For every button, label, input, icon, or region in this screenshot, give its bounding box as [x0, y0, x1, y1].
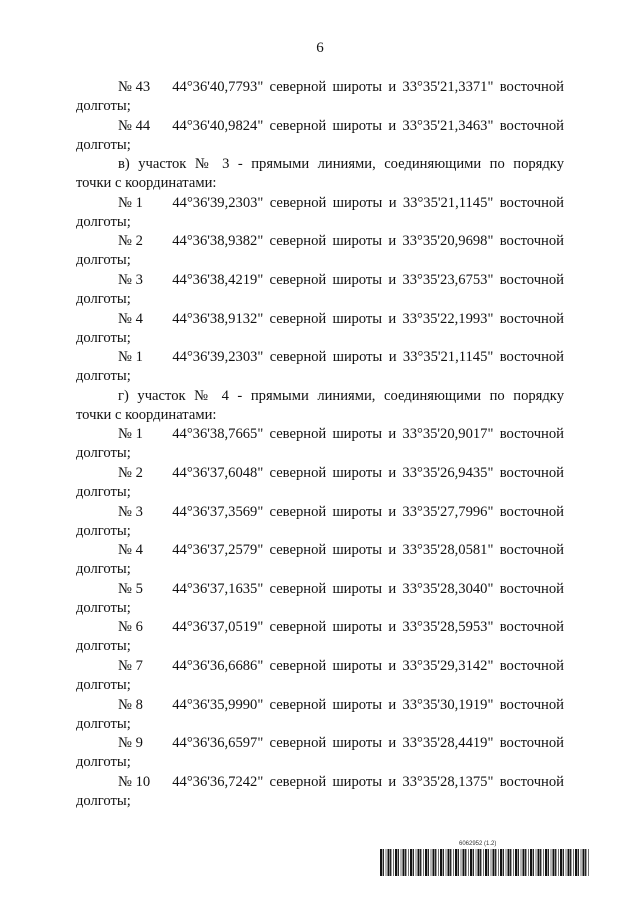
- barcode-bar: [588, 849, 589, 876]
- barcode-bar: [540, 849, 541, 876]
- barcode-bar: [563, 849, 564, 876]
- line-continuation: долготы;: [76, 638, 131, 655]
- latitude-value: 44°36'36,7242": [172, 773, 264, 790]
- coordinate-line: [76, 696, 564, 715]
- point-number: № 9: [118, 735, 143, 752]
- barcode-bar: [548, 849, 549, 876]
- latitude-value: 44°36'37,1635": [172, 580, 264, 597]
- conjunction: и: [388, 271, 397, 288]
- paragraph-first-line: в) участок № 3 - прямыми линиями, соединяющими по порядку: [118, 156, 564, 173]
- conjunction: и: [388, 735, 397, 752]
- point-number: № 4: [118, 310, 143, 327]
- barcode-bar: [560, 849, 562, 876]
- longitude-value: 33°35'28,3040": [402, 580, 494, 597]
- barcode-bar: [523, 849, 525, 876]
- barcode-bar: [525, 849, 526, 876]
- longitude-word: восточной: [499, 580, 564, 597]
- barcode-bar: [458, 849, 459, 876]
- coordinate-entry: [76, 503, 564, 542]
- longitude-word: восточной: [499, 233, 564, 250]
- conjunction: и: [388, 542, 397, 559]
- latitude-value: 44°36'37,3569": [172, 503, 264, 520]
- latitude-word-2: широты: [332, 271, 383, 288]
- point-number: № 2: [118, 464, 143, 481]
- latitude-word: северной: [269, 194, 327, 211]
- barcode-bar: [500, 849, 502, 876]
- latitude-value: 44°36'39,2303": [172, 349, 264, 366]
- barcode-bar: [545, 849, 547, 876]
- conjunction: и: [388, 426, 397, 443]
- coordinate-line: [76, 310, 564, 329]
- latitude-word: северной: [269, 233, 327, 250]
- document-code: 6062952 (1.2): [459, 841, 497, 847]
- coordinate-line: [76, 541, 564, 560]
- latitude-value: 44°36'37,6048": [172, 464, 264, 481]
- longitude-word: восточной: [499, 117, 564, 134]
- longitude-value: 33°35'21,1145": [402, 194, 494, 211]
- point-number: № 7: [118, 657, 143, 674]
- barcode-bar: [583, 849, 585, 876]
- longitude-word: восточной: [499, 735, 564, 752]
- latitude-word-2: широты: [332, 79, 383, 95]
- longitude-value: 33°35'20,9017": [402, 426, 494, 443]
- latitude-value: 44°36'38,4219": [172, 271, 264, 288]
- section-paragraph: [76, 155, 564, 194]
- coordinate-line: [76, 618, 564, 637]
- paragraph-second-line: точки с координатами:: [76, 175, 217, 192]
- barcode-bar: [416, 849, 417, 876]
- barcode-bar: [573, 849, 574, 876]
- longitude-value: 33°35'28,4419": [402, 735, 494, 752]
- conjunction: и: [388, 79, 397, 95]
- barcode-bar: [418, 849, 420, 876]
- longitude-word: восточной: [499, 619, 564, 636]
- coordinate-line: [76, 78, 564, 97]
- barcode-bar: [536, 849, 537, 876]
- longitude-value: 33°35'20,9698": [402, 233, 494, 250]
- longitude-value: 33°35'22,1993": [402, 310, 494, 327]
- barcode-bar: [403, 849, 405, 876]
- barcode-bar: [413, 849, 414, 876]
- barcode-bar: [575, 849, 577, 876]
- longitude-value: 33°35'21,3371": [402, 79, 494, 95]
- point-number: № 5: [118, 580, 143, 597]
- line-continuation: долготы;: [76, 136, 131, 153]
- barcode-bar: [483, 849, 484, 876]
- longitude-word: восточной: [499, 696, 564, 713]
- latitude-value: 44°36'35,9990": [172, 696, 264, 713]
- line-continuation: долготы;: [76, 329, 131, 346]
- latitude-value: 44°36'38,9132": [172, 310, 264, 327]
- coordinate-line: [76, 657, 564, 676]
- barcode-bar: [468, 849, 469, 876]
- longitude-value: 33°35'21,3463": [402, 117, 494, 134]
- longitude-value: 33°35'21,1145": [402, 349, 494, 366]
- latitude-word: северной: [269, 117, 327, 134]
- point-number: № 1: [118, 426, 143, 443]
- coordinate-entry: [76, 194, 564, 233]
- coordinate-line: [76, 117, 564, 136]
- barcode-bar: [383, 849, 384, 876]
- point-number: № 4: [118, 542, 143, 559]
- latitude-word-2: широты: [332, 735, 383, 752]
- barcode-bar: [393, 849, 394, 876]
- longitude-value: 33°35'23,6753": [402, 271, 494, 288]
- latitude-value: 44°36'39,2303": [172, 194, 264, 211]
- barcode-bar: [448, 849, 450, 876]
- coordinate-entry: [76, 425, 564, 464]
- barcode-bar: [488, 849, 489, 876]
- barcode-bar: [528, 849, 529, 876]
- barcode-bar: [461, 849, 462, 876]
- barcode-bar: [431, 849, 432, 876]
- barcode-bar: [493, 849, 495, 876]
- barcode-bar: [555, 849, 556, 876]
- barcode-bar: [518, 849, 519, 876]
- conjunction: и: [388, 349, 397, 366]
- longitude-value: 33°35'28,5953": [402, 619, 494, 636]
- latitude-word: северной: [269, 503, 327, 520]
- barcode-bar: [510, 849, 511, 876]
- point-number: № 1: [118, 194, 143, 211]
- barcode-bar: [553, 849, 555, 876]
- coordinate-entry: [76, 541, 564, 580]
- barcode-bar: [473, 849, 474, 876]
- barcode-bar: [455, 849, 457, 876]
- coordinate-entry: [76, 78, 564, 117]
- latitude-word-2: широты: [332, 349, 383, 366]
- coordinate-entry: [76, 117, 564, 156]
- longitude-word: восточной: [499, 426, 564, 443]
- line-continuation: долготы;: [76, 792, 131, 809]
- latitude-word: северной: [269, 735, 327, 752]
- latitude-word-2: широты: [332, 657, 383, 674]
- barcode-bar: [515, 849, 517, 876]
- coordinate-line: [76, 503, 564, 522]
- barcode: [380, 849, 590, 876]
- longitude-word: восточной: [499, 194, 564, 211]
- latitude-word-2: широты: [332, 773, 383, 790]
- latitude-value: 44°36'36,6686": [172, 657, 264, 674]
- line-continuation: долготы;: [76, 483, 131, 500]
- latitude-word: северной: [269, 773, 327, 790]
- barcode-bar: [425, 849, 427, 876]
- latitude-value: 44°36'38,7665": [172, 426, 264, 443]
- point-number: № 3: [118, 271, 143, 288]
- coordinate-line: [76, 348, 564, 367]
- conjunction: и: [388, 619, 397, 636]
- latitude-word-2: широты: [332, 464, 383, 481]
- latitude-value: 44°36'37,2579": [172, 542, 264, 559]
- coordinate-entry: [76, 310, 564, 349]
- coordinate-entry: [76, 580, 564, 619]
- barcode-bar: [465, 849, 466, 876]
- barcode-bar: [566, 849, 567, 876]
- latitude-word: северной: [269, 349, 327, 366]
- latitude-word: северной: [269, 426, 327, 443]
- latitude-value: 44°36'40,7793": [172, 79, 264, 95]
- barcode-bar: [446, 849, 447, 876]
- latitude-word: северной: [269, 619, 327, 636]
- coordinate-entry: [76, 464, 564, 503]
- latitude-word: северной: [269, 580, 327, 597]
- line-continuation: долготы;: [76, 252, 131, 269]
- barcode-bar: [508, 849, 510, 876]
- barcode-bar: [423, 849, 424, 876]
- latitude-word-2: широты: [332, 619, 383, 636]
- line-continuation: долготы;: [76, 290, 131, 307]
- barcode-bar: [401, 849, 402, 876]
- conjunction: и: [388, 117, 397, 134]
- latitude-word: северной: [269, 542, 327, 559]
- coordinate-line: [76, 734, 564, 753]
- latitude-value: 44°36'40,9824": [172, 117, 264, 134]
- conjunction: и: [388, 310, 397, 327]
- longitude-word: восточной: [499, 310, 564, 327]
- line-continuation: долготы;: [76, 599, 131, 616]
- barcode-bar: [428, 849, 429, 876]
- latitude-word: северной: [269, 310, 327, 327]
- barcode-bar: [491, 849, 492, 876]
- barcode-bar: [470, 849, 472, 876]
- barcode-bar: [438, 849, 439, 876]
- barcode-bar: [433, 849, 435, 876]
- point-number: № 8: [118, 696, 143, 713]
- coordinate-line: [76, 580, 564, 599]
- conjunction: и: [388, 233, 397, 250]
- barcode-bar: [386, 849, 387, 876]
- longitude-word: восточной: [499, 464, 564, 481]
- barcode-bar: [503, 849, 504, 876]
- coordinate-entry: [76, 348, 564, 387]
- barcode-bar: [558, 849, 559, 876]
- barcode-bar: [543, 849, 544, 876]
- line-continuation: долготы;: [76, 561, 131, 578]
- coordinate-entry: [76, 232, 564, 271]
- point-number: № 6: [118, 619, 143, 636]
- coordinate-line: [76, 464, 564, 483]
- barcode-bar: [395, 849, 397, 876]
- section-paragraph: [76, 387, 564, 426]
- latitude-word: северной: [269, 657, 327, 674]
- coordinate-line: [76, 425, 564, 444]
- latitude-word-2: широты: [332, 117, 383, 134]
- longitude-word: восточной: [499, 271, 564, 288]
- point-number: № 44: [118, 117, 151, 134]
- barcode-bar: [506, 849, 507, 876]
- conjunction: и: [388, 773, 397, 790]
- barcode-bar: [551, 849, 552, 876]
- longitude-value: 33°35'27,7996": [402, 503, 494, 520]
- page-number: 6: [316, 40, 324, 56]
- latitude-word: северной: [269, 464, 327, 481]
- coordinate-entry: [76, 773, 564, 812]
- barcode-bar: [498, 849, 499, 876]
- latitude-word: северной: [269, 271, 327, 288]
- barcode-bar: [480, 849, 481, 876]
- paragraph-first-line: г) участок № 4 - прямыми линиями, соединяющими по порядку: [118, 387, 564, 404]
- barcode-bar: [495, 849, 496, 876]
- coordinate-entry: [76, 657, 564, 696]
- point-number: № 3: [118, 503, 143, 520]
- latitude-word-2: широты: [332, 194, 383, 211]
- coordinate-entry: [76, 734, 564, 773]
- barcode-bar: [435, 849, 436, 876]
- barcode-bar: [533, 849, 534, 876]
- barcode-bar: [578, 849, 579, 876]
- point-number: № 43: [118, 79, 151, 95]
- barcode-bar: [521, 849, 522, 876]
- latitude-value: 44°36'38,9382": [172, 233, 264, 250]
- coordinate-line: [76, 232, 564, 251]
- document-body: [76, 78, 564, 811]
- latitude-word-2: широты: [332, 310, 383, 327]
- coordinate-line: [76, 194, 564, 213]
- longitude-word: восточной: [499, 349, 564, 366]
- barcode-bar: [410, 849, 412, 876]
- barcode-bar: [530, 849, 532, 876]
- longitude-word: восточной: [499, 79, 564, 95]
- latitude-word-2: широты: [332, 233, 383, 250]
- barcode-bar: [478, 849, 480, 876]
- barcode-bar: [388, 849, 390, 876]
- coordinate-line: [76, 773, 564, 792]
- conjunction: и: [388, 580, 397, 597]
- coordinate-line: [76, 271, 564, 290]
- point-number: № 2: [118, 233, 143, 250]
- barcode-bar: [538, 849, 540, 876]
- latitude-word-2: широты: [332, 503, 383, 520]
- latitude-word-2: широты: [332, 426, 383, 443]
- coordinate-entry: [76, 696, 564, 735]
- conjunction: и: [388, 503, 397, 520]
- barcode-bar: [568, 849, 570, 876]
- latitude-word: северной: [269, 696, 327, 713]
- longitude-value: 33°35'29,3142": [402, 657, 494, 674]
- line-continuation: долготы;: [76, 522, 131, 539]
- longitude-value: 33°35'30,1919": [402, 696, 494, 713]
- conjunction: и: [388, 464, 397, 481]
- barcode-bar: [440, 849, 442, 876]
- barcode-bar: [513, 849, 514, 876]
- barcode-bar: [380, 849, 382, 876]
- latitude-value: 44°36'36,6597": [172, 735, 264, 752]
- line-continuation: долготы;: [76, 368, 131, 385]
- conjunction: и: [388, 194, 397, 211]
- paragraph-second-line: точки с координатами:: [76, 406, 217, 423]
- barcode-bar: [570, 849, 571, 876]
- longitude-value: 33°35'26,9435": [402, 464, 494, 481]
- barcode-bar: [581, 849, 582, 876]
- barcode-bar: [390, 849, 391, 876]
- point-number: № 1: [118, 349, 143, 366]
- line-continuation: долготы;: [76, 754, 131, 771]
- latitude-word: северной: [269, 79, 327, 95]
- longitude-word: восточной: [499, 657, 564, 674]
- latitude-word-2: широты: [332, 580, 383, 597]
- longitude-value: 33°35'28,1375": [402, 773, 494, 790]
- conjunction: и: [388, 696, 397, 713]
- barcode-bar: [463, 849, 465, 876]
- barcode-bar: [443, 849, 444, 876]
- line-continuation: долготы;: [76, 445, 131, 462]
- longitude-value: 33°35'28,0581": [402, 542, 494, 559]
- latitude-word-2: широты: [332, 696, 383, 713]
- barcode-bar: [585, 849, 586, 876]
- barcode-bar: [476, 849, 477, 876]
- point-number: № 10: [118, 773, 151, 790]
- barcode-bar: [405, 849, 406, 876]
- line-continuation: долготы;: [76, 676, 131, 693]
- barcode-bar: [450, 849, 451, 876]
- barcode-bar: [485, 849, 487, 876]
- latitude-word-2: широты: [332, 542, 383, 559]
- line-continuation: долготы;: [76, 715, 131, 732]
- barcode-bar: [453, 849, 454, 876]
- barcode-bar: [398, 849, 399, 876]
- line-continuation: долготы;: [76, 98, 131, 114]
- longitude-word: восточной: [499, 542, 564, 559]
- longitude-word: восточной: [499, 773, 564, 790]
- coordinate-entry: [76, 618, 564, 657]
- latitude-value: 44°36'37,0519": [172, 619, 264, 636]
- coordinate-entry: [76, 271, 564, 310]
- barcode-bar: [420, 849, 421, 876]
- longitude-word: восточной: [499, 503, 564, 520]
- line-continuation: долготы;: [76, 213, 131, 230]
- conjunction: и: [388, 657, 397, 674]
- barcode-bar: [408, 849, 409, 876]
